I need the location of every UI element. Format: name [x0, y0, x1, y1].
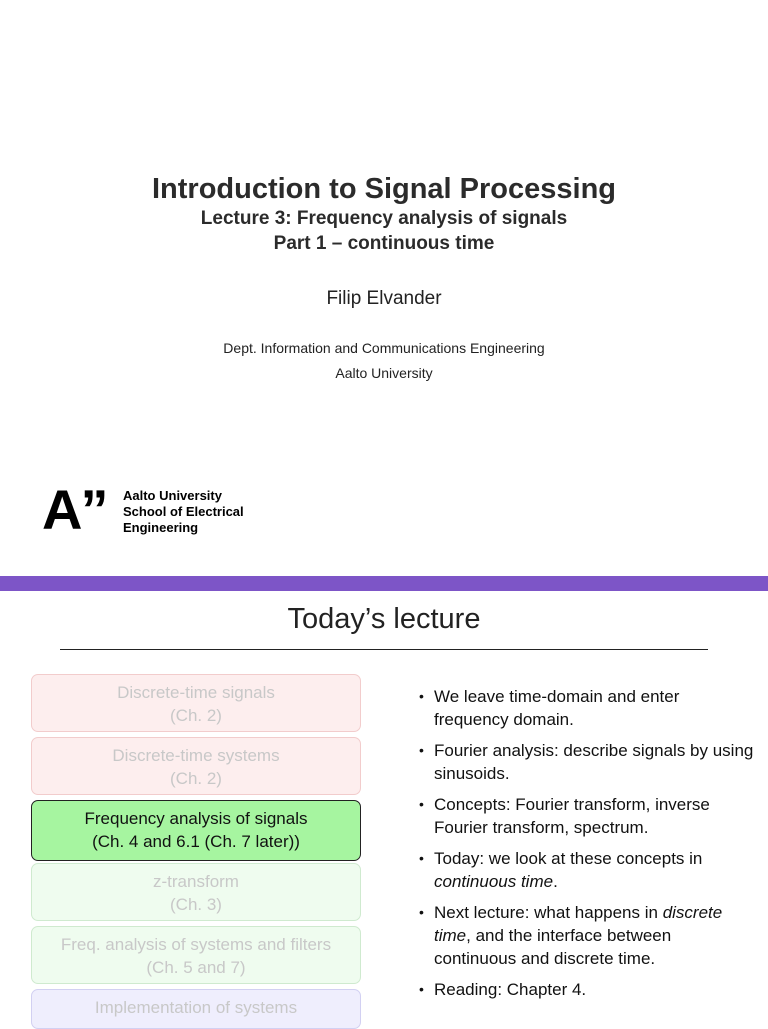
outline-item-freq-analysis-systems — [31, 926, 361, 984]
bullet-text-end: , and the interface between continuous and discrete time. — [434, 926, 672, 968]
department: Dept. Information and Communications Engineering — [223, 340, 545, 356]
bullet-item: • We leave time-domain and enter frequency domain. — [415, 685, 755, 731]
slide-divider — [0, 576, 768, 591]
lecture-title: Introduction to Signal Processing — [151, 173, 617, 205]
outline-item-chapter: (Ch. 4 and 6.1 (Ch. 7 later)) — [92, 832, 300, 851]
outline-item-title: Discrete-time systems — [112, 746, 280, 765]
bullet-item — [415, 901, 755, 970]
bullet-item: • Fourier analysis: describe signals by using sinusoids. — [415, 739, 755, 785]
outline-item-title: z-transform — [153, 872, 239, 891]
lecture-subtitle: Lecture 3: Frequency analysis of signals — [200, 208, 568, 229]
outline-item-frequency-analysis — [31, 800, 361, 861]
outline-item-discrete-time-systems — [31, 737, 361, 795]
outline-item-implementation — [31, 989, 361, 1029]
bullet-emphasis: discrete time — [434, 903, 723, 945]
lecture-part: Part 1 – continuous time — [273, 233, 495, 254]
outline-item-title: Implementation of systems — [94, 998, 298, 1017]
bullet-text: Today: we look at these concepts in — [434, 849, 703, 868]
logo-line-university: Aalto University — [123, 488, 222, 503]
outline-item-chapter: (Ch. 2) — [170, 769, 222, 788]
outline-item-title: Frequency analysis of signals — [84, 809, 308, 828]
outline-item-discrete-time-signals — [31, 674, 361, 732]
bullet-list — [415, 685, 755, 1009]
outline-item-chapter: (Ch. 2) — [170, 706, 222, 725]
bullet-text: Next lecture: what happens in — [434, 903, 663, 922]
bullet-item: • Concepts: Fourier transform, inverse Fourier transform, spectrum. — [415, 793, 755, 839]
outline-item-title: Discrete-time signals — [117, 683, 275, 702]
outline-item-chapter: (Ch. 3) — [170, 895, 222, 914]
bullet-item: • Reading: Chapter 4. — [415, 978, 755, 1001]
aalto-logo-icon: A” — [42, 478, 107, 541]
logo-line-engineering: Engineering — [123, 520, 199, 535]
outline-item-chapter: (Ch. 5 and 7) — [146, 958, 246, 977]
logo-text — [123, 488, 244, 536]
bullet-item — [415, 847, 755, 893]
bullet-emphasis: continuous time — [434, 872, 554, 891]
author-name: Filip Elvander — [326, 288, 442, 309]
university: Aalto University — [335, 365, 433, 381]
logo-line-school: School of Electrical — [123, 504, 244, 519]
slide-title: Today’s lecture — [287, 603, 481, 635]
todays-lecture-slide — [0, 591, 768, 1024]
bullet-text-end: . — [553, 872, 558, 891]
outline-item-z-transform — [31, 863, 361, 921]
outline-item-title: Freq. analysis of systems and filters — [60, 935, 332, 954]
title-rule — [60, 649, 708, 650]
